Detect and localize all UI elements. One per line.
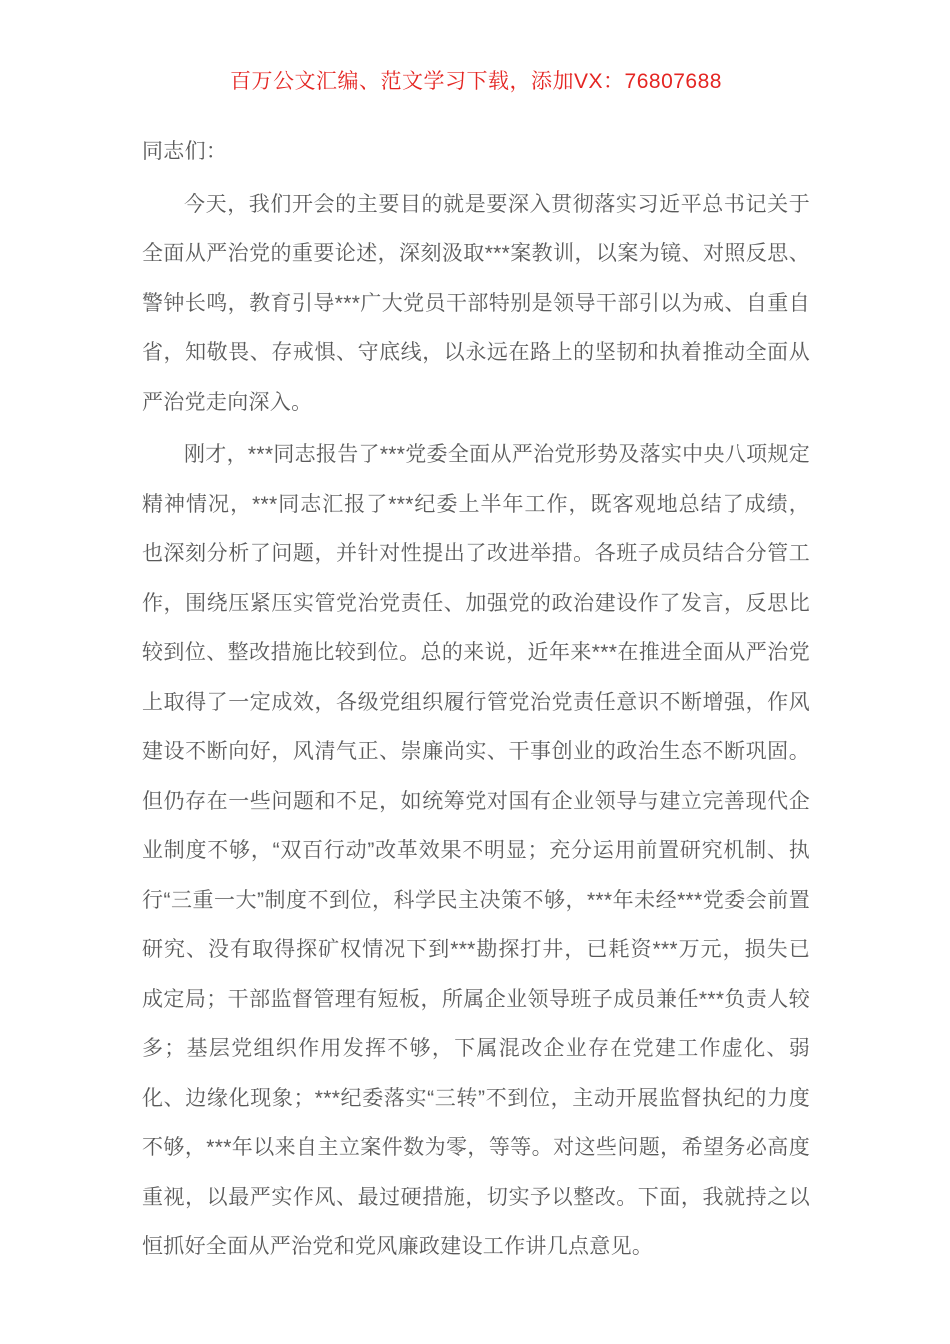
header-notice: 百万公文汇编、范文学习下载，添加VX：76807688: [230, 70, 722, 93]
paragraph-2: 刚才，***同志报告了***党委全面从严治党形势及落实中央八项规定精神情况，***同志汇报了***纪委上半年工作，既客观地总结了成绩，也深刻分析了问题，并针对性提出了改进举措。各班子成员结合分管工作，围绕压紧压实管党治党责任、加强党的政治建设作了发言，反思比较到位、整改措施比较到位。总的来说，近年来***在推进全面从严治党上取得了一定成效，各级党组织履行管党治党责任意识不断增强，作风建设不断向好，风清气正、崇廉尚实、干事创业的政治生态不断巩固。但仍存在一些问题和不足，如统筹党对国有企业领导与建立完善现代企业制度不够，“双百行动”改革效果不明显；充分运用前置研究机制、执行“三重一大”制度不到位，科学民主决策不够，***年未经***党委会前置研究、没有取得探矿权情况下到***勘探打井，已耗资***万元，损失已成定局；干部监督管理有短板，所属企业领导班子成员兼任***负责人较多；基层党组织作用发挥不够，下属混改企业存在党建工作虚化、弱化、边缘化现象；***纪委落实“三转”不到位，主动开展监督执纪的力度不够，***年以来自主立案件数为零，等等。对这些问题，希望务必高度重视，以最严实作风、最过硬措施，切实予以整改。下面，我就持之以恒抓好全面从严治党和党风廉政建设工作讲几点意见。: [142, 443, 810, 1258]
paragraph-1: 今天，我们开会的主要目的就是要深入贯彻落实习近平总书记关于全面从严治党的重要论述，深刻汲取***案教训，以案为镜、对照反思、警钟长鸣，教育引导***广大党员干部特别是领导干部引以为戒、自重自省，知敬畏、存戒惧、守底线，以永远在路上的坚韧和执着推动全面从严治党走向深入。: [142, 192, 810, 414]
salutation: 同志们：: [142, 140, 228, 163]
document-body: [142, 127, 810, 1272]
